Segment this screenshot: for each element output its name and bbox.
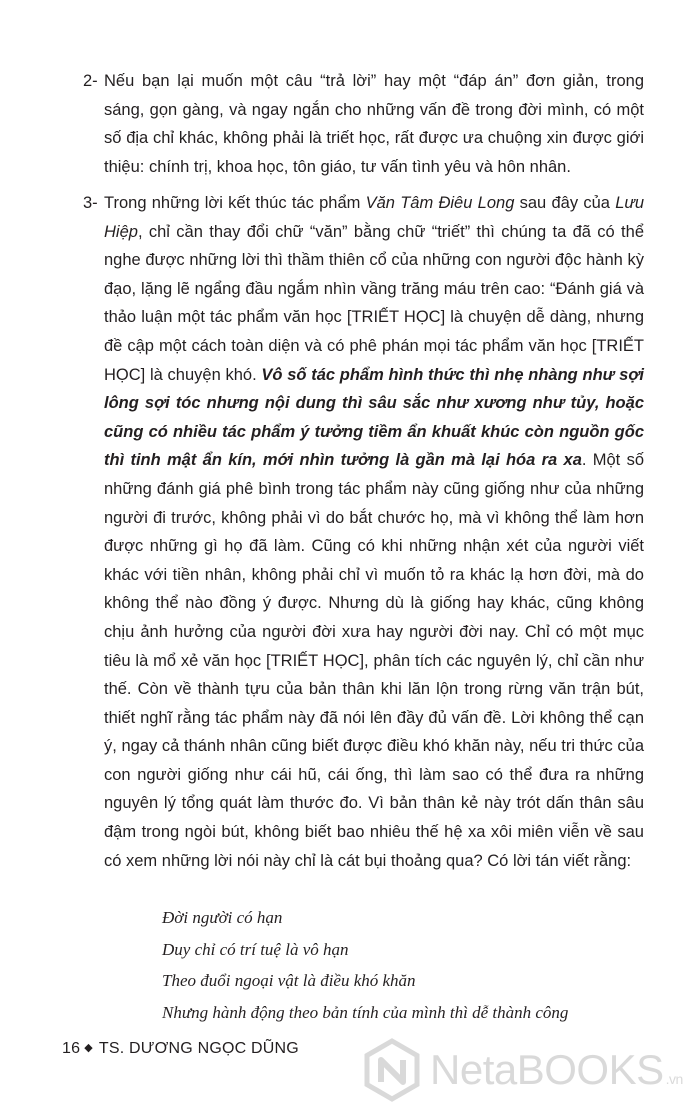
watermark [360, 1022, 700, 1118]
poem-line: Đời người có hạn [162, 908, 283, 927]
watermark-brand-text: NetaBOOKS [430, 1046, 664, 1093]
poem-line: Duy chỉ có trí tuệ là vô hạn [162, 939, 349, 959]
poem-line: Theo đuổi ngoại vật là điều khó khăn [162, 971, 416, 990]
paragraph-2 [83, 67, 644, 181]
paragraph-text: sau đây của [514, 194, 616, 212]
author-name: Lưu Hiệp [104, 194, 644, 241]
poem [162, 902, 642, 1028]
paragraph-text: , chỉ cần thay đổi chữ “văn” bằng chữ “triết” thì chúng ta đã có thể nghe được những lời thì thầm thiên cổ của những con người độc hành kỳ đạo, lặng lẽ ngẩng đầu ngắm nhìn vầng trăng máu trên cao: “Đánh giá và thảo luận một tác phẩm văn học [TRIẾT HỌC] là chuyện dễ dàng, nhưng đề cập một cách toàn diện và có phê phán mọi tác phẩm văn học [TRIẾT HỌC] là chuyện khó. [104, 222, 644, 384]
netabooks-logo-icon [360, 1038, 424, 1102]
paragraph-3 [83, 189, 644, 875]
paragraph-text: Trong những lời kết thúc tác phẩm [104, 194, 366, 212]
poem-line: Nhưng hành động theo bản tính của mình thì dễ thành công [162, 1002, 569, 1022]
paragraph-text: . Một số những đánh giá phê bình trong tác phẩm này cũng giống như của những người đi trước, không phải vì do bắt chước họ, mà vì không thể làm hơn được những gì họ đã làm. Cũng có khi những nhận xét của người viết khác với tiền nhân, không phải chỉ vì muốn tỏ ra khác lạ hơn đời, mà do không thể nào đồng ý được. Nhưng dù là giống hay khác, cũng không chịu ảnh hưởng của người đời xưa hay người đời nay. Chỉ có một mục tiêu là mổ xẻ văn học [TRIẾT HỌC], phân tích các nguyên lý, chỉ cần như thế. Còn về thành tựu của bản thân khi lăn lộn trong rừng văn trận bút, thiết nghĩ rằng tác phẩm này đã nói lên đầy đủ vấn đề. Lời không thể cạn ý, ngay cả thánh nhân cũng biết được điều khó khăn này, nếu tri thức của con người giống như cái hũ, cái ống, thì làm sao có thể đưa ra những nguyên lý tổng quát làm thước đo. Vì bản thân kẻ này trót dấn thân sâu đậm trong ngòi bút, không biết bao nhiêu thế hệ xa xôi miên viễn về sau có xem những lời nói này chỉ là cát bụi thoảng qua? Có lời tán viết rằng: [104, 451, 644, 870]
page-number: 16 [62, 1040, 81, 1057]
paragraph-number: 3- [83, 194, 98, 212]
diamond-icon: ◆ [84, 1042, 93, 1054]
paragraph-text: Nếu bạn lại muốn một câu “trả lời” hay một “đáp án” đơn giản, trong sáng, gọn gàng, và ngay ngắn cho những vấn đề trong đời mình, có một số địa chỉ khác, không phải là triết học, rất được ưa chuộng xin được giới thiệu: chính trị, khoa học, tôn giáo, tư vấn tình yêu và hôn nhân. [104, 72, 644, 176]
emphasized-quote: Vô số tác phẩm hình thức thì nhẹ nhàng như sợi lông sợi tóc nhưng nội dung thì sâu sắc như xương như tủy, hoặc cũng có nhiều tác phẩm ý tưởng tiềm ẩn khuất khúc còn nguồn gốc thì tinh mật ẩn kín, mới nhìn tưởng là gần mà lại hóa ra xa [104, 365, 644, 470]
page-footer [62, 1040, 299, 1058]
footer-author: TS. DƯƠNG NGỌC DŨNG [98, 1040, 299, 1057]
watermark-brand [430, 1046, 683, 1094]
watermark-suffix: .vn [665, 1071, 683, 1087]
paragraph-number: 2- [83, 72, 98, 90]
work-title: Văn Tâm Điêu Long [365, 194, 515, 212]
